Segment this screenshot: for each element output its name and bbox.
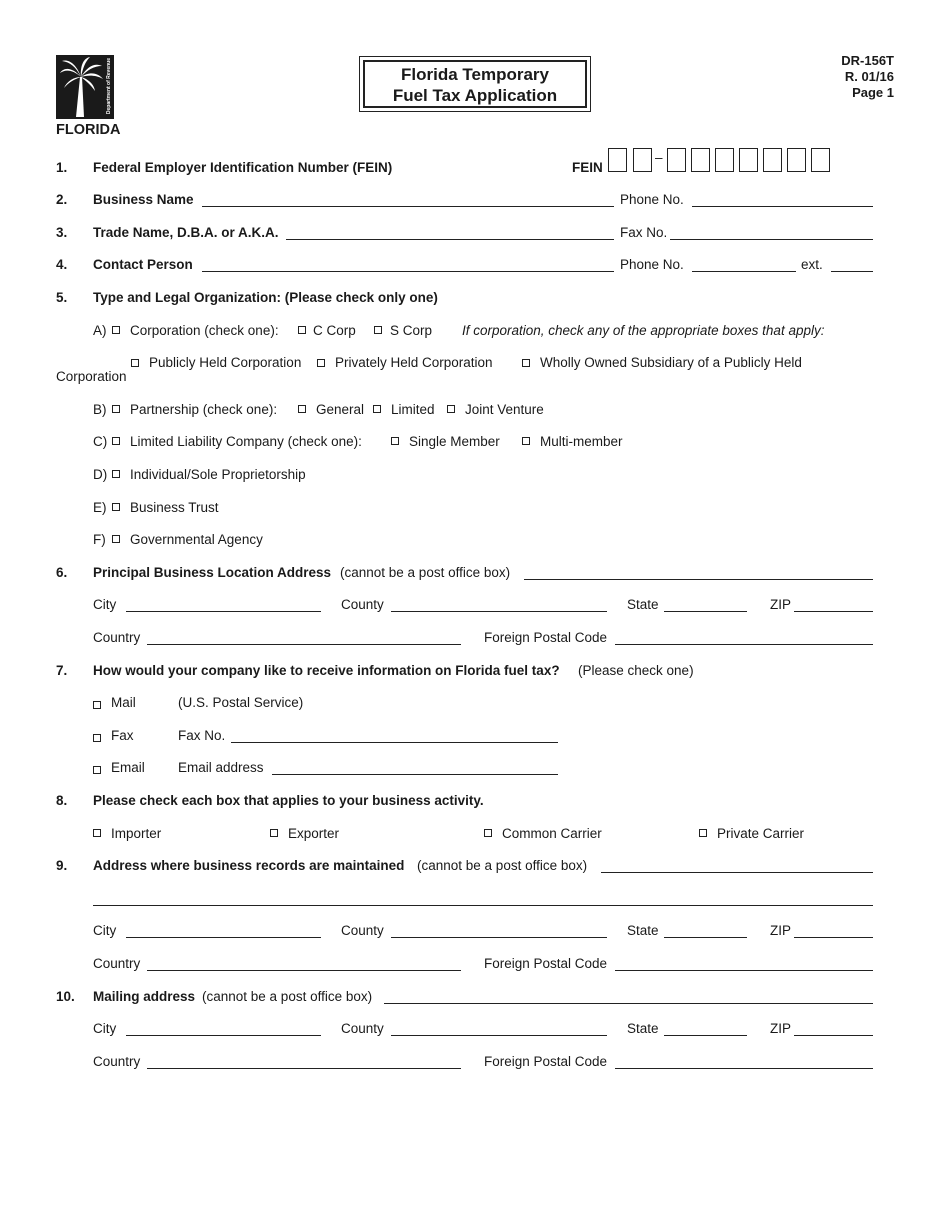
form-number: DR-156T bbox=[841, 53, 894, 68]
general-checkbox[interactable] bbox=[298, 405, 306, 413]
q5f-letter: F) bbox=[93, 532, 106, 547]
q10-state-field[interactable] bbox=[664, 1035, 747, 1036]
q9-country-label: Country bbox=[93, 956, 141, 971]
sole-proprietorship-label: Individual/Sole Proprietorship bbox=[130, 467, 306, 482]
q7-note: (Please check one) bbox=[578, 663, 694, 678]
multi-member-checkbox[interactable] bbox=[522, 437, 530, 445]
corporation-label: Corporation (check one): bbox=[130, 323, 279, 338]
q10-postal-field[interactable] bbox=[615, 1068, 873, 1069]
fein-dash: – bbox=[655, 150, 663, 165]
email-label: Email bbox=[111, 760, 145, 775]
q10-city-field[interactable] bbox=[126, 1035, 321, 1036]
contact-phone-field[interactable] bbox=[692, 271, 796, 272]
llc-label: Limited Liability Company (check one): bbox=[130, 434, 362, 449]
joint-venture-label: Joint Venture bbox=[465, 402, 544, 417]
llc-checkbox[interactable] bbox=[112, 437, 120, 445]
q4-number: 4. bbox=[56, 257, 68, 272]
q9-number: 9. bbox=[56, 858, 68, 873]
q4-ext-label: ext. bbox=[801, 257, 823, 272]
email-checkbox[interactable] bbox=[93, 766, 101, 774]
q6-zip-field[interactable] bbox=[794, 611, 873, 612]
florida-dor-logo bbox=[56, 55, 121, 139]
privately-held-checkbox[interactable] bbox=[317, 359, 325, 367]
mailing-address-field[interactable] bbox=[384, 1003, 873, 1004]
c-corp-label: C Corp bbox=[313, 323, 356, 338]
common-carrier-checkbox[interactable] bbox=[484, 829, 492, 837]
single-member-label: Single Member bbox=[409, 434, 500, 449]
q8-number: 8. bbox=[56, 793, 68, 808]
q5b-letter: B) bbox=[93, 402, 107, 417]
q4-label: Contact Person bbox=[93, 257, 193, 272]
wholly-owned-label: Wholly Owned Subsidiary of a Publicly Held bbox=[540, 355, 802, 370]
q6-county-label: County bbox=[341, 597, 384, 612]
business-name-field[interactable] bbox=[202, 206, 614, 207]
revision: R. 01/16 bbox=[844, 69, 894, 84]
private-carrier-checkbox[interactable] bbox=[699, 829, 707, 837]
importer-label: Importer bbox=[111, 826, 162, 841]
records-address-field-line2[interactable] bbox=[93, 905, 873, 906]
q6-number: 6. bbox=[56, 565, 68, 580]
q10-label: Mailing address bbox=[93, 989, 196, 1004]
q9-country-field[interactable] bbox=[147, 970, 461, 971]
fein-digit-5[interactable] bbox=[715, 148, 734, 172]
q9-state-label: State bbox=[627, 923, 659, 938]
q9-postal-label: Foreign Postal Code bbox=[484, 956, 608, 971]
q6-county-field[interactable] bbox=[391, 611, 607, 612]
q9-note: (cannot be a post office box) bbox=[417, 858, 588, 873]
general-label: General bbox=[316, 402, 365, 417]
q7-label: How would your company like to receive information on Florida fuel tax? bbox=[93, 663, 560, 678]
corporation-checkbox[interactable] bbox=[112, 326, 120, 334]
q9-city-label: City bbox=[93, 923, 117, 938]
limited-label: Limited bbox=[391, 402, 435, 417]
sole-proprietorship-checkbox[interactable] bbox=[112, 470, 120, 478]
corporation-note: If corporation, check any of the appropriate boxes that apply: bbox=[462, 323, 825, 338]
q10-state-label: State bbox=[627, 1021, 659, 1036]
partnership-checkbox[interactable] bbox=[112, 405, 120, 413]
q10-number: 10. bbox=[56, 989, 75, 1004]
fein-digit-9[interactable] bbox=[811, 148, 830, 172]
q10-city-label: City bbox=[93, 1021, 117, 1036]
q6-postal-label: Foreign Postal Code bbox=[484, 630, 608, 645]
governmental-agency-label: Governmental Agency bbox=[130, 532, 263, 547]
q9-postal-field[interactable] bbox=[615, 970, 873, 971]
wholly-owned-checkbox[interactable] bbox=[522, 359, 530, 367]
s-corp-label: S Corp bbox=[390, 323, 433, 338]
fax-label: Fax bbox=[111, 728, 134, 743]
q7-fax-field[interactable] bbox=[231, 742, 558, 743]
form-title-box bbox=[359, 56, 591, 112]
q6-label: Principal Business Location Address bbox=[93, 565, 332, 580]
fein-digit-8[interactable] bbox=[787, 148, 806, 172]
q5c-letter: C) bbox=[93, 434, 108, 449]
q2-phone-label: Phone No. bbox=[620, 192, 684, 207]
q2-number: 2. bbox=[56, 192, 68, 207]
q3-label: Trade Name, D.B.A. or A.K.A. bbox=[93, 225, 279, 240]
fein-digit-2[interactable] bbox=[633, 148, 652, 172]
q9-county-label: County bbox=[341, 923, 384, 938]
q9-county-field[interactable] bbox=[391, 937, 607, 938]
trade-name-field[interactable] bbox=[286, 239, 614, 240]
mail-note: (U.S. Postal Service) bbox=[178, 695, 304, 710]
q7-email-field[interactable] bbox=[272, 774, 558, 775]
privately-held-label: Privately Held Corporation bbox=[335, 355, 493, 370]
q3-fax-label: Fax No. bbox=[620, 225, 668, 240]
contact-ext-field[interactable] bbox=[831, 271, 873, 272]
q6-country-field[interactable] bbox=[147, 644, 461, 645]
joint-venture-checkbox[interactable] bbox=[447, 405, 455, 413]
palm-tree-icon: Department of Revenue bbox=[56, 55, 114, 119]
mail-checkbox[interactable] bbox=[93, 701, 101, 709]
q6-postal-field[interactable] bbox=[615, 644, 873, 645]
contact-person-field[interactable] bbox=[202, 271, 614, 272]
limited-checkbox[interactable] bbox=[373, 405, 381, 413]
importer-checkbox[interactable] bbox=[93, 829, 101, 837]
q10-county-label: County bbox=[341, 1021, 384, 1036]
fax-no-label: Fax No. bbox=[178, 728, 226, 743]
q1-number: 1. bbox=[56, 160, 68, 175]
q10-zip-field[interactable] bbox=[794, 1035, 873, 1036]
fein-digit-7[interactable] bbox=[763, 148, 782, 172]
fax-checkbox[interactable] bbox=[93, 734, 101, 742]
wholly-owned-label-cont: Corporation bbox=[56, 369, 127, 384]
form-title-line2: Fuel Tax Application bbox=[392, 86, 558, 105]
business-trust-checkbox[interactable] bbox=[112, 503, 120, 511]
fein-label: FEIN bbox=[572, 160, 603, 175]
exporter-label: Exporter bbox=[288, 826, 340, 841]
q9-zip-field[interactable] bbox=[794, 937, 873, 938]
q9-state-field[interactable] bbox=[664, 937, 747, 938]
q9-label: Address where business records are maintained bbox=[93, 858, 405, 873]
q6-state-label: State bbox=[627, 597, 659, 612]
q10-country-label: Country bbox=[93, 1054, 141, 1069]
q5-label: Type and Legal Organization: (Please check only one) bbox=[93, 290, 438, 305]
q6-zip-label: ZIP bbox=[770, 597, 792, 612]
private-carrier-label: Private Carrier bbox=[717, 826, 805, 841]
q10-note: (cannot be a post office box) bbox=[202, 989, 373, 1004]
q5e-letter: E) bbox=[93, 500, 107, 515]
partnership-label: Partnership (check one): bbox=[130, 402, 278, 417]
fein-digit-4[interactable] bbox=[691, 148, 710, 172]
business-trust-label: Business Trust bbox=[130, 500, 219, 515]
q5-number: 5. bbox=[56, 290, 68, 305]
q10-zip-label: ZIP bbox=[770, 1021, 792, 1036]
records-address-field[interactable] bbox=[601, 872, 873, 873]
multi-member-label: Multi-member bbox=[540, 434, 623, 449]
fein-digit-3[interactable] bbox=[667, 148, 686, 172]
q7-number: 7. bbox=[56, 663, 68, 678]
email-address-label: Email address bbox=[178, 760, 264, 775]
q10-postal-label: Foreign Postal Code bbox=[484, 1054, 608, 1069]
q4-phone-label: Phone No. bbox=[620, 257, 684, 272]
publicly-held-label: Publicly Held Corporation bbox=[149, 355, 302, 370]
q9-zip-label: ZIP bbox=[770, 923, 792, 938]
q10-country-field[interactable] bbox=[147, 1068, 461, 1069]
q5a-letter: A) bbox=[93, 323, 107, 338]
fein-digit-6[interactable] bbox=[739, 148, 758, 172]
form-title-line1: Florida Temporary bbox=[401, 65, 549, 84]
business-fax-field[interactable] bbox=[670, 239, 873, 240]
q10-county-field[interactable] bbox=[391, 1035, 607, 1036]
q9-city-field[interactable] bbox=[126, 937, 321, 938]
single-member-checkbox[interactable] bbox=[391, 437, 399, 445]
q6-city-field[interactable] bbox=[126, 611, 321, 612]
page-number: Page 1 bbox=[852, 85, 894, 100]
q8-label: Please check each box that applies to your business activity. bbox=[93, 793, 484, 808]
governmental-agency-checkbox[interactable] bbox=[112, 535, 120, 543]
q6-city-label: City bbox=[93, 597, 117, 612]
common-carrier-label: Common Carrier bbox=[502, 826, 602, 841]
q2-label: Business Name bbox=[93, 192, 194, 207]
q5d-letter: D) bbox=[93, 467, 108, 482]
principal-address-field[interactable] bbox=[524, 579, 873, 580]
q1-label: Federal Employer Identification Number (FEIN) bbox=[93, 160, 393, 175]
publicly-held-checkbox[interactable] bbox=[131, 359, 139, 367]
q3-number: 3. bbox=[56, 225, 68, 240]
form-id-block bbox=[841, 53, 894, 101]
business-phone-field[interactable] bbox=[692, 206, 873, 207]
s-corp-checkbox[interactable] bbox=[374, 326, 382, 334]
logo-text: FLORIDA bbox=[56, 122, 121, 138]
q6-note: (cannot be a post office box) bbox=[340, 565, 511, 580]
exporter-checkbox[interactable] bbox=[270, 829, 278, 837]
fein-digit-1[interactable] bbox=[608, 148, 627, 172]
mail-label: Mail bbox=[111, 695, 136, 710]
q6-state-field[interactable] bbox=[664, 611, 747, 612]
c-corp-checkbox[interactable] bbox=[298, 326, 306, 334]
q6-country-label: Country bbox=[93, 630, 141, 645]
